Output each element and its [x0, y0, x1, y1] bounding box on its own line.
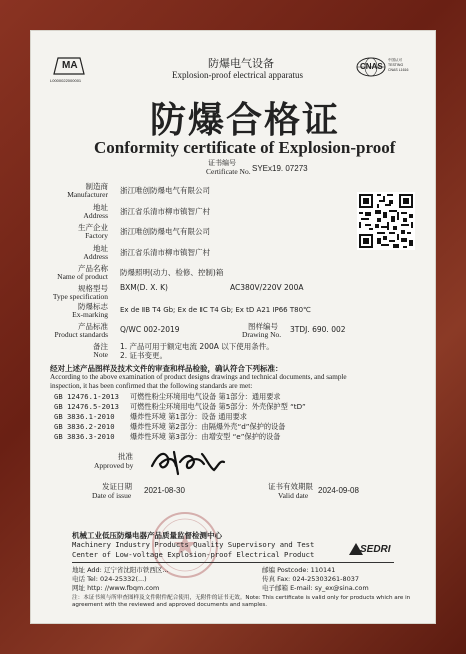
field-label-cn: 地址 — [93, 244, 108, 253]
signature — [148, 444, 228, 483]
cert-no-value: SYEx19. 07273 — [252, 164, 308, 173]
footer-divider — [72, 562, 394, 563]
footer-tel — [72, 574, 147, 583]
qr-code-icon — [357, 192, 415, 250]
drawing-label-cn: 图样编号 — [248, 322, 278, 331]
cert-no-label-en: Certificate No. — [206, 167, 251, 176]
issue-date: 2021-08-30 — [144, 486, 185, 495]
org-name-en-2: Center of Low-voltage Explosion-proof Electrical Product — [72, 550, 315, 559]
field-label-en: Factory — [85, 231, 108, 240]
approval-label-cn: 批准 — [118, 452, 133, 461]
standard-desc: 可燃性粉尘环境用电气设备 第5部分：外壳保护型 “tD” — [130, 402, 306, 411]
field-label-en: Address — [83, 211, 108, 220]
sedri-logo — [348, 542, 391, 561]
standard-item — [54, 402, 119, 411]
header-cn-title: 防爆电气设备 — [208, 57, 274, 70]
main-title-en: Conformity certificate of Explosion-proof — [94, 138, 396, 157]
field-label-cn: 规格型号 — [78, 284, 108, 293]
ma-logo — [52, 56, 86, 76]
remarks-label-cn: 备注 — [93, 342, 108, 351]
footer-postcode — [262, 565, 335, 574]
address-label: 地址 Add: — [72, 566, 102, 574]
standard-desc: 爆炸性环境 第3部分：由增安型 “e”保护的设备 — [130, 432, 281, 441]
footer-fax — [262, 574, 359, 583]
fax-label: 传真 Fax: — [262, 575, 291, 583]
footer-url — [72, 583, 159, 592]
field-label-en: Product standards — [54, 330, 108, 339]
ma-code: L0000022000001 — [50, 78, 82, 83]
field-label-en: Type specification — [52, 292, 108, 301]
field-label-cn: 生产企业 — [78, 223, 108, 232]
tel-value: 024-25332(...) — [100, 575, 147, 583]
field-value: 浙江省乐清市柳市镇智广村 — [120, 248, 210, 257]
standard-code: GB 3836.3-2010 — [54, 432, 115, 441]
footer-email — [262, 583, 369, 592]
cert-no-label-cn: 证书编号 — [208, 159, 236, 167]
ma-logo-text: MA — [62, 60, 78, 71]
approval-label-en: Approved by — [94, 461, 134, 470]
remarks-label-en: Note — [93, 350, 108, 359]
footer-note-2: agreement with the reviewed and approved documents and samples. — [72, 602, 268, 608]
certificate-paper — [30, 30, 436, 624]
field-value: 防爆照明(动力、检修、控制)箱 — [120, 268, 224, 277]
standard-item — [54, 432, 115, 441]
cnas-logo-text: CNAS — [360, 62, 383, 71]
standard-code: GB 12476.1-2013 — [54, 392, 119, 401]
remark-item-1: 1. 产品可用于额定电流 200A 以下使用条件。 — [120, 342, 274, 351]
standard-desc: 爆炸性环境 第1部分：设备 通用要求 — [130, 412, 247, 421]
url-value: //www.fbqm.com — [104, 584, 160, 592]
standard-item — [54, 422, 115, 431]
field-label-cn: 产品标准 — [78, 322, 108, 331]
signature-icon — [148, 444, 228, 478]
field-value: 浙江唯创防爆电气有限公司 — [120, 227, 210, 236]
issue-date-label-cn: 发证日期 — [102, 482, 132, 491]
valid-date: 2024-09-08 — [318, 486, 359, 495]
field-label-cn: 地址 — [93, 203, 108, 212]
field-label-en: Address — [83, 252, 108, 261]
footer-note-1: 注：本证书须与所审查图样及文件附件配合使用，无附件的证书无效。Note: This certificate is valid only for products which are in — [72, 595, 411, 601]
url-label: 网址 http: — [72, 584, 103, 592]
cnas-logo — [356, 56, 416, 86]
field-label-cn: 制造商 — [85, 182, 108, 191]
cnas-sub: 中国认可 TESTING CNAS L1616 — [388, 58, 409, 72]
standard-code: GB 12476.5-2013 — [54, 402, 119, 411]
standard-desc: 可燃性粉尘环境用电气设备 第1部分：通用要求 — [130, 392, 281, 401]
qr-code — [357, 192, 415, 250]
field-label-cn: 产品名称 — [78, 264, 108, 273]
field-label-en: Manufacturer — [67, 190, 108, 199]
sedri-text: SEDRI — [360, 544, 391, 555]
footer-address — [72, 565, 169, 574]
issue-date-label-en: Date of issue — [92, 491, 132, 500]
field-value: 浙江省乐清市柳市镇智广村 — [120, 207, 210, 216]
address-value: 辽宁省沈阳市铁西区... — [103, 566, 169, 574]
org-name-en-1: Machinery Industry Products Quality Supervisory and Test — [72, 540, 315, 549]
standard-code: GB 3836.2-2010 — [54, 422, 115, 431]
field-value: Ex de ⅡB T4 Gb; Ex de ⅡC T4 Gb; Ex tD A21 IP66 T80℃ — [120, 306, 311, 314]
fax-value: 024-25303261-8037 — [292, 575, 360, 583]
statement-en-1: According to the above examination of product designs drawings and technical documents, and sample — [50, 373, 347, 381]
email-value: sy_ex@sina.com — [314, 584, 369, 592]
field-label-cn: 防爆标志 — [78, 302, 108, 311]
postcode-value: 110141 — [310, 566, 336, 574]
field-value: Q/WC 002-2019 — [120, 325, 180, 334]
org-name-cn: 机械工业低压防爆电器产品质量监督检测中心 — [72, 531, 222, 540]
standard-code: GB 3836.1-2010 — [54, 412, 115, 421]
statement-cn: 经对上述产品图样及技术文件的审查和样品检验，确认符合下列标准： — [50, 364, 283, 373]
statement-en-2: inspection, it has been confirmed that the following standards are met: — [50, 382, 253, 390]
field-value: BXM(D. X. K) — [120, 283, 168, 292]
field-label-en: Name of product — [57, 272, 108, 281]
postcode-label: 邮编 Postcode: — [262, 566, 309, 574]
remark-item-2: 2. 证书变更。 — [120, 351, 168, 360]
field-value-rating: AC380V/220V 200A — [230, 283, 304, 292]
email-label: 电子邮箱 E-mail: — [262, 584, 313, 592]
valid-date-label-en: Valid date — [278, 491, 309, 500]
main-title-cn: 防爆合格证 — [150, 100, 341, 141]
standard-desc: 爆炸性环境 第2部分：由隔爆外壳“d”保护的设备 — [130, 422, 286, 431]
drawing-number: 3TDJ. 690. 002 — [290, 325, 346, 334]
standard-item — [54, 412, 115, 421]
tel-label: 电话 Tel: — [72, 575, 98, 583]
header-en-title: Explosion-proof electrical apparatus — [172, 70, 303, 80]
field-value: 浙江唯创防爆电气有限公司 — [120, 186, 210, 195]
standard-item — [54, 392, 119, 401]
drawing-label-en: Drawing No. — [242, 330, 282, 339]
field-label-en: Ex-marking — [72, 310, 108, 319]
valid-date-label-cn: 证书有效期限 — [268, 482, 313, 491]
